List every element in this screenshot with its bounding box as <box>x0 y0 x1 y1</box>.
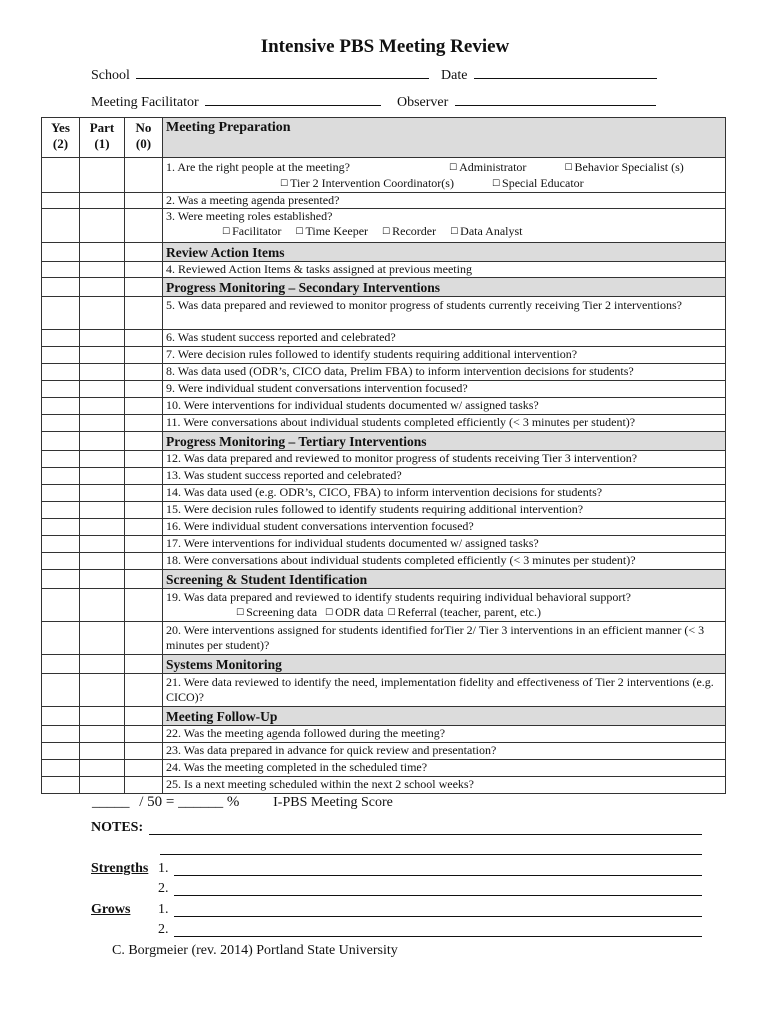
yes-cell[interactable] <box>42 209 80 243</box>
table-row <box>42 468 726 485</box>
behavior-specialist-option[interactable]: ☐ Behavior Specialist (s) <box>564 160 684 174</box>
no-column-header: No (0) <box>125 118 163 158</box>
item-text: 13. Was student success reported and celebrated? <box>163 468 726 485</box>
no-cell[interactable] <box>125 209 163 243</box>
section-secondary-interventions: Progress Monitoring – Secondary Interventions <box>163 278 726 297</box>
item-text: 4. Reviewed Action Items & tasks assigned at previous meeting <box>163 262 726 278</box>
section-row <box>42 243 726 262</box>
strengths-number-2: 2. <box>158 881 169 896</box>
table-row <box>42 451 726 468</box>
yes-column-header: Yes (2) <box>42 118 80 158</box>
item-text: 11. Were conversations about individual students completed efficiently (< 3 minutes per student)? <box>163 415 726 432</box>
section-screening: Screening & Student Identification <box>163 570 726 589</box>
table-row <box>42 502 726 519</box>
table-row <box>42 193 726 209</box>
yes-cell[interactable] <box>42 451 80 468</box>
yes-cell[interactable] <box>42 364 80 381</box>
no-cell[interactable] <box>125 158 163 193</box>
score-formula: / 50 = ______ % <box>139 794 240 810</box>
notes-label: NOTES: <box>91 820 144 835</box>
part-cell[interactable] <box>80 415 125 432</box>
strengths-label: Strengths <box>91 861 149 876</box>
part-cell[interactable] <box>80 553 125 570</box>
no-cell[interactable] <box>125 760 163 777</box>
part-cell[interactable] <box>80 502 125 519</box>
no-cell[interactable] <box>125 674 163 707</box>
table-row <box>42 726 726 743</box>
grows-number-1: 1. <box>158 902 169 917</box>
no-cell[interactable] <box>125 451 163 468</box>
table-row <box>42 777 726 794</box>
item-text: 3. Were meeting roles established? ☐ Facilitator ☐ Time Keeper ☐ Recorder ☐ Data Analyst <box>163 209 726 243</box>
screening-data-option[interactable]: ☐ Screening data <box>236 605 318 619</box>
no-cell[interactable] <box>125 415 163 432</box>
score-label: I-PBS Meeting Score <box>273 795 393 810</box>
table-row <box>42 330 726 347</box>
item-text: 22. Was the meeting agenda followed during the meeting? <box>163 726 726 743</box>
no-cell[interactable] <box>125 536 163 553</box>
checkbox-icon: ☐ <box>449 163 458 173</box>
part-cell[interactable] <box>80 726 125 743</box>
part-cell[interactable] <box>80 193 125 209</box>
no-cell[interactable] <box>125 364 163 381</box>
no-cell[interactable] <box>125 485 163 502</box>
yes-cell[interactable] <box>42 193 80 209</box>
yes-cell[interactable] <box>42 760 80 777</box>
checkbox-icon: ☐ <box>280 179 289 189</box>
table-row <box>42 158 726 193</box>
item-text: 17. Were interventions for individual students documented w/ assigned tasks? <box>163 536 726 553</box>
part-cell[interactable] <box>80 743 125 760</box>
school-label: School <box>91 68 130 83</box>
no-cell[interactable] <box>125 330 163 347</box>
table-row <box>42 622 726 655</box>
facilitator-field[interactable] <box>91 93 381 111</box>
form-title: Intensive PBS Meeting Review <box>260 36 510 57</box>
section-row <box>42 432 726 451</box>
checkbox-icon: ☐ <box>295 227 304 237</box>
yes-cell[interactable] <box>42 262 80 278</box>
table-row <box>42 674 726 707</box>
notes-line-1[interactable] <box>149 834 702 835</box>
no-cell[interactable] <box>125 297 163 330</box>
observer-label: Observer <box>397 95 449 110</box>
table-row <box>42 519 726 536</box>
item-text: 19. Was data prepared and reviewed to identify students requiring individual behavioral support? ☐ Screening data ☐ ODR data ☐ Referral (teacher, parent, etc.) <box>163 589 726 622</box>
yes-cell[interactable] <box>42 468 80 485</box>
item-text: 5. Was data prepared and reviewed to monitor progress of students currently receiving Tier 2 interventions? <box>163 297 726 330</box>
item-text: 12. Was data prepared and reviewed to monitor progress of students receiving Tier 3 intervention? <box>163 451 726 468</box>
no-cell[interactable] <box>125 381 163 398</box>
section-review-action-items: Review Action Items <box>163 243 726 262</box>
yes-cell[interactable] <box>42 381 80 398</box>
part-cell[interactable] <box>80 297 125 330</box>
part-cell[interactable] <box>80 381 125 398</box>
yes-cell[interactable] <box>42 485 80 502</box>
table-row <box>42 485 726 502</box>
no-cell[interactable] <box>125 519 163 536</box>
review-table <box>41 117 726 794</box>
item-text: 20. Were interventions assigned for students identified forTier 2/ Tier 3 interventions in an efficient manner (< 3 minutes per student)? <box>163 622 726 655</box>
section-systems-monitoring: Systems Monitoring <box>163 655 726 674</box>
no-cell[interactable] <box>125 726 163 743</box>
no-cell[interactable] <box>125 262 163 278</box>
strengths-line-2[interactable] <box>174 895 702 896</box>
yes-cell[interactable] <box>42 158 80 193</box>
yes-cell[interactable] <box>42 743 80 760</box>
table-row <box>42 536 726 553</box>
checkbox-icon: ☐ <box>564 163 573 173</box>
strengths-number-1: 1. <box>158 861 169 876</box>
table-row <box>42 398 726 415</box>
table-row <box>42 364 726 381</box>
yes-cell[interactable] <box>42 622 80 655</box>
observer-line[interactable] <box>455 93 656 106</box>
item-text: 15. Were decision rules followed to identify students requiring additional intervention? <box>163 502 726 519</box>
table-row <box>42 297 726 330</box>
no-cell[interactable] <box>125 589 163 622</box>
tier2-coordinator-option[interactable]: ☐ Tier 2 Intervention Coordinator(s) <box>280 176 454 190</box>
yes-cell[interactable] <box>42 347 80 364</box>
table-row <box>42 743 726 760</box>
checkbox-icon: ☐ <box>236 608 245 618</box>
item-text: 7. Were decision rules followed to identify students requiring additional intervention? <box>163 347 726 364</box>
facilitator-label: Meeting Facilitator <box>91 95 199 110</box>
yes-cell[interactable] <box>42 726 80 743</box>
item-text: 16. Were individual student conversations intervention focused? <box>163 519 726 536</box>
table-row <box>42 347 726 364</box>
part-cell[interactable] <box>80 468 125 485</box>
item-text: 2. Was a meeting agenda presented? <box>163 193 726 209</box>
part-column-header: Part (1) <box>80 118 125 158</box>
no-cell[interactable] <box>125 468 163 485</box>
item-text: 18. Were conversations about individual students completed efficiently (< 3 minutes per student)? <box>163 553 726 570</box>
yes-cell[interactable] <box>42 502 80 519</box>
item-text: 1. Are the right people at the meeting? ☐ Administrator ☐ Behavior Specialist (s) ☐ Tier 2 Intervention Coordinator(s) ☐ Special Educator <box>163 158 726 193</box>
part-cell[interactable] <box>80 674 125 707</box>
recorder-option[interactable]: ☐ Recorder <box>382 224 437 238</box>
part-cell[interactable] <box>80 536 125 553</box>
yes-cell[interactable] <box>42 330 80 347</box>
checkbox-icon: ☐ <box>325 608 334 618</box>
item-text: 21. Were data reviewed to identify the need, implementation fidelity and effectiveness of Tier 2 interventions (e.g. CICO)? <box>163 674 726 707</box>
data-analyst-option[interactable]: ☐ Data Analyst <box>450 224 523 238</box>
checkbox-icon: ☐ <box>382 227 391 237</box>
special-educator-option[interactable]: ☐ Special Educator <box>491 176 584 190</box>
date-field[interactable] <box>441 66 657 84</box>
item-text: 24. Was the meeting completed in the scheduled time? <box>163 760 726 777</box>
part-cell[interactable] <box>80 158 125 193</box>
no-cell[interactable] <box>125 347 163 364</box>
section-meeting-follow-up: Meeting Follow-Up <box>163 707 726 726</box>
facilitator-line[interactable] <box>205 93 381 106</box>
item-text: 14. Was data used (e.g. ODR’s, CICO, FBA) to inform intervention decisions for students? <box>163 485 726 502</box>
part-cell[interactable] <box>80 622 125 655</box>
table-row <box>42 209 726 243</box>
meeting-score[interactable] <box>92 794 393 811</box>
item-text: 9. Were individual student conversations intervention focused? <box>163 381 726 398</box>
part-cell[interactable] <box>80 262 125 278</box>
score-points-blank[interactable]: _____ <box>92 794 130 810</box>
part-cell[interactable] <box>80 760 125 777</box>
observer-field[interactable] <box>397 93 656 111</box>
section-meeting-preparation: Meeting Preparation <box>163 118 726 158</box>
grows-line-1[interactable] <box>174 916 702 917</box>
no-cell[interactable] <box>125 193 163 209</box>
part-cell[interactable] <box>80 347 125 364</box>
part-cell[interactable] <box>80 777 125 794</box>
no-cell[interactable] <box>125 777 163 794</box>
checkbox-icon: ☐ <box>222 227 231 237</box>
table-header-row <box>42 118 726 158</box>
odr-data-option[interactable]: ☐ ODR data <box>325 605 384 619</box>
grows-line-2[interactable] <box>174 936 702 937</box>
notes-line-2[interactable] <box>160 854 702 855</box>
strengths-line-1[interactable] <box>174 875 702 876</box>
part-cell[interactable] <box>80 330 125 347</box>
checkbox-icon: ☐ <box>491 179 501 189</box>
grows-label: Grows <box>91 902 131 917</box>
yes-cell[interactable] <box>42 415 80 432</box>
yes-cell[interactable] <box>42 398 80 415</box>
table-row <box>42 415 726 432</box>
yes-cell[interactable] <box>42 777 80 794</box>
no-cell[interactable] <box>125 502 163 519</box>
section-tertiary-interventions: Progress Monitoring – Tertiary Interventions <box>163 432 726 451</box>
yes-cell[interactable] <box>42 589 80 622</box>
footer-credit: C. Borgmeier (rev. 2014) Portland State University <box>112 943 398 958</box>
date-line[interactable] <box>474 66 657 79</box>
part-cell[interactable] <box>80 364 125 381</box>
referral-option[interactable]: ☐ Referral (teacher, parent, etc.) <box>387 605 541 619</box>
item-text: 10. Were interventions for individual students documented w/ assigned tasks? <box>163 398 726 415</box>
no-cell[interactable] <box>125 553 163 570</box>
item-text: 6. Was student success reported and celebrated? <box>163 330 726 347</box>
table-row <box>42 589 726 622</box>
part-cell[interactable] <box>80 398 125 415</box>
table-row <box>42 760 726 777</box>
yes-cell[interactable] <box>42 674 80 707</box>
part-cell[interactable] <box>80 451 125 468</box>
yes-cell[interactable] <box>42 553 80 570</box>
table-row <box>42 262 726 278</box>
section-row <box>42 278 726 297</box>
item-text: 23. Was data prepared in advance for quick review and presentation? <box>163 743 726 760</box>
school-line[interactable] <box>136 66 429 79</box>
administrator-option[interactable]: ☐ Administrator <box>449 160 527 174</box>
part-cell[interactable] <box>80 209 125 243</box>
item-text: 25. Is a next meeting scheduled within the next 2 school weeks? <box>163 777 726 794</box>
part-cell[interactable] <box>80 589 125 622</box>
facilitator-option[interactable]: ☐ Facilitator <box>222 224 282 238</box>
yes-cell[interactable] <box>42 519 80 536</box>
yes-cell[interactable] <box>42 536 80 553</box>
school-field[interactable] <box>91 66 429 84</box>
section-row <box>42 570 726 589</box>
yes-cell[interactable] <box>42 297 80 330</box>
no-cell[interactable] <box>125 398 163 415</box>
checkbox-icon: ☐ <box>387 608 396 618</box>
date-label: Date <box>441 68 468 83</box>
item-text: 8. Was data used (ODR’s, CICO data, Prelim FBA) to inform intervention decisions for students? <box>163 364 726 381</box>
table-row <box>42 381 726 398</box>
no-cell[interactable] <box>125 743 163 760</box>
part-cell[interactable] <box>80 485 125 502</box>
checkbox-icon: ☐ <box>450 227 459 237</box>
section-row <box>42 655 726 674</box>
grows-number-2: 2. <box>158 922 169 937</box>
time-keeper-option[interactable]: ☐ Time Keeper <box>295 224 369 238</box>
part-cell[interactable] <box>80 519 125 536</box>
no-cell[interactable] <box>125 622 163 655</box>
table-row <box>42 553 726 570</box>
section-row <box>42 707 726 726</box>
